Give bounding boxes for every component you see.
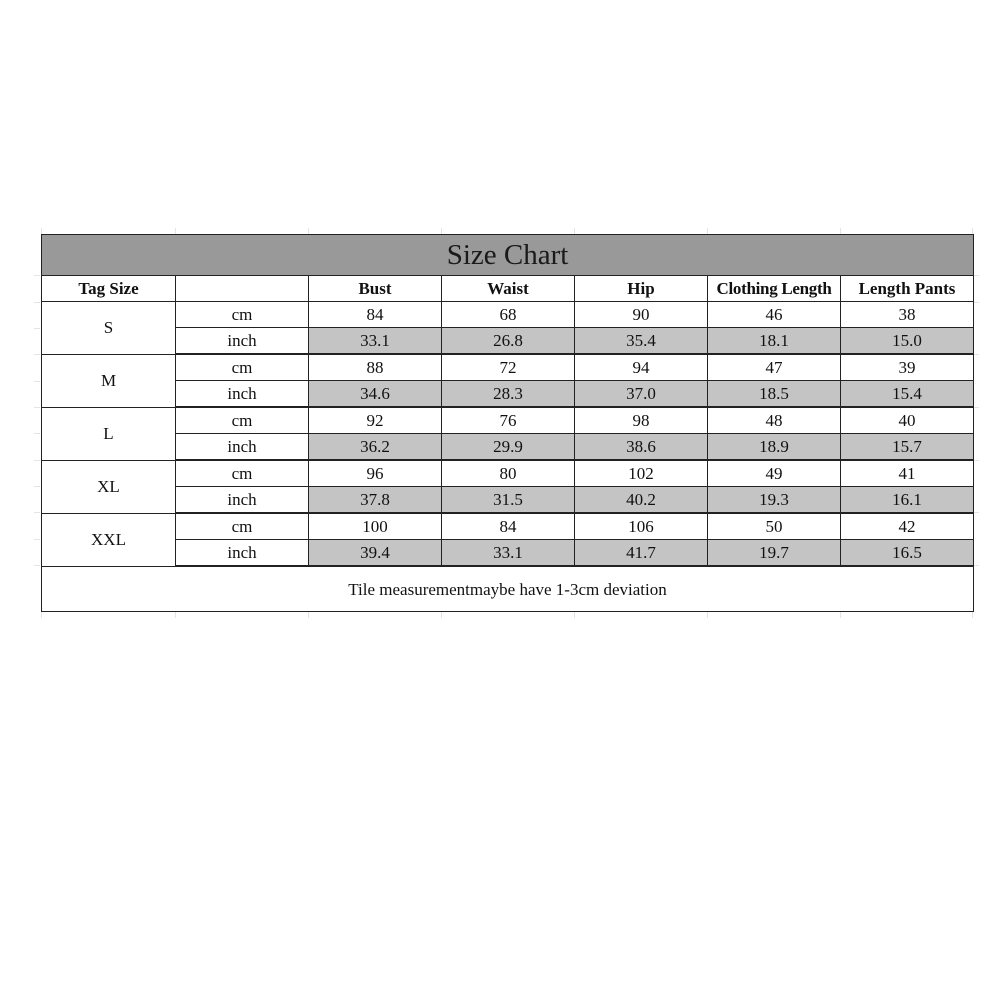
footer-row	[42, 566, 974, 612]
bust-cell: 34.6	[309, 381, 442, 408]
grid-tick	[441, 612, 442, 618]
table-row	[42, 460, 974, 487]
hip-cell: 98	[575, 407, 708, 434]
size-label: XXL	[42, 513, 176, 566]
table-row	[42, 354, 974, 381]
length-pants-cell: 38	[841, 302, 974, 328]
table-row	[42, 487, 974, 514]
unit-cell: cm	[176, 460, 309, 487]
waist-cell: 80	[442, 460, 575, 487]
bust-cell: 92	[309, 407, 442, 434]
waist-cell: 84	[442, 513, 575, 540]
bust-cell: 84	[309, 302, 442, 328]
grid-tick	[41, 612, 42, 618]
waist-cell: 28.3	[442, 381, 575, 408]
table-row	[42, 513, 974, 540]
grid-tick	[34, 433, 40, 434]
grid-tick	[840, 612, 841, 618]
header-hip: Hip	[575, 276, 708, 302]
header-length-pants: Length Pants	[841, 276, 974, 302]
waist-cell: 29.9	[442, 434, 575, 461]
grid-tick	[34, 275, 40, 276]
unit-cell: inch	[176, 434, 309, 461]
waist-cell: 76	[442, 407, 575, 434]
size-label: M	[42, 354, 176, 407]
clothing-length-cell: 18.9	[708, 434, 841, 461]
length-pants-cell: 42	[841, 513, 974, 540]
clothing-length-cell: 46	[708, 302, 841, 328]
grid-tick	[175, 612, 176, 618]
table-row	[42, 328, 974, 355]
grid-tick	[308, 612, 309, 618]
header-waist: Waist	[442, 276, 575, 302]
unit-cell: inch	[176, 540, 309, 567]
hip-cell: 106	[575, 513, 708, 540]
clothing-length-cell: 18.5	[708, 381, 841, 408]
grid-tick	[34, 539, 40, 540]
grid-tick	[34, 460, 40, 461]
unit-cell: cm	[176, 513, 309, 540]
waist-cell: 33.1	[442, 540, 575, 567]
bust-cell: 96	[309, 460, 442, 487]
unit-cell: inch	[176, 381, 309, 408]
grid-tick	[34, 512, 40, 513]
hip-cell: 38.6	[575, 434, 708, 461]
table-row	[42, 434, 974, 461]
table-row	[42, 540, 974, 567]
table-row	[42, 407, 974, 434]
table-row	[42, 302, 974, 328]
clothing-length-cell: 48	[708, 407, 841, 434]
hip-cell: 94	[575, 354, 708, 381]
bust-cell: 36.2	[309, 434, 442, 461]
clothing-length-cell: 19.3	[708, 487, 841, 514]
clothing-length-cell: 50	[708, 513, 841, 540]
length-pants-cell: 15.7	[841, 434, 974, 461]
bust-cell: 33.1	[309, 328, 442, 355]
size-label: L	[42, 407, 176, 460]
grid-tick	[707, 612, 708, 618]
unit-cell: cm	[176, 302, 309, 328]
header-unit	[176, 276, 309, 302]
clothing-length-cell: 47	[708, 354, 841, 381]
hip-cell: 37.0	[575, 381, 708, 408]
length-pants-cell: 15.4	[841, 381, 974, 408]
grid-tick	[574, 612, 575, 618]
size-label: XL	[42, 460, 176, 513]
hip-cell: 40.2	[575, 487, 708, 514]
bust-cell: 37.8	[309, 487, 442, 514]
grid-tick	[34, 354, 40, 355]
header-tag-size: Tag Size	[42, 276, 176, 302]
length-pants-cell: 15.0	[841, 328, 974, 355]
waist-cell: 68	[442, 302, 575, 328]
title-row	[42, 235, 974, 276]
length-pants-cell: 39	[841, 354, 974, 381]
bust-cell: 39.4	[309, 540, 442, 567]
hip-cell: 35.4	[575, 328, 708, 355]
waist-cell: 31.5	[442, 487, 575, 514]
unit-cell: cm	[176, 354, 309, 381]
grid-tick	[34, 407, 40, 408]
unit-cell: inch	[176, 487, 309, 514]
chart-title: Size Chart	[42, 235, 974, 276]
grid-tick	[34, 486, 40, 487]
hip-cell: 90	[575, 302, 708, 328]
header-row	[42, 276, 974, 302]
waist-cell: 26.8	[442, 328, 575, 355]
grid-tick	[34, 381, 40, 382]
size-label: S	[42, 302, 176, 355]
grid-tick	[34, 565, 40, 566]
bust-cell: 88	[309, 354, 442, 381]
size-chart-table	[41, 234, 974, 612]
clothing-length-cell: 49	[708, 460, 841, 487]
header-bust: Bust	[309, 276, 442, 302]
waist-cell: 72	[442, 354, 575, 381]
length-pants-cell: 41	[841, 460, 974, 487]
bust-cell: 100	[309, 513, 442, 540]
header-clothing-length: Clothing Length	[708, 276, 841, 302]
grid-tick	[972, 612, 973, 618]
length-pants-cell: 16.1	[841, 487, 974, 514]
length-pants-cell: 40	[841, 407, 974, 434]
hip-cell: 102	[575, 460, 708, 487]
hip-cell: 41.7	[575, 540, 708, 567]
table-row	[42, 381, 974, 408]
clothing-length-cell: 18.1	[708, 328, 841, 355]
clothing-length-cell: 19.7	[708, 540, 841, 567]
unit-cell: inch	[176, 328, 309, 355]
grid-tick	[34, 302, 40, 303]
unit-cell: cm	[176, 407, 309, 434]
grid-tick	[34, 328, 40, 329]
length-pants-cell: 16.5	[841, 540, 974, 567]
footer-note: Tile measurementmaybe have 1-3cm deviation	[42, 566, 974, 612]
